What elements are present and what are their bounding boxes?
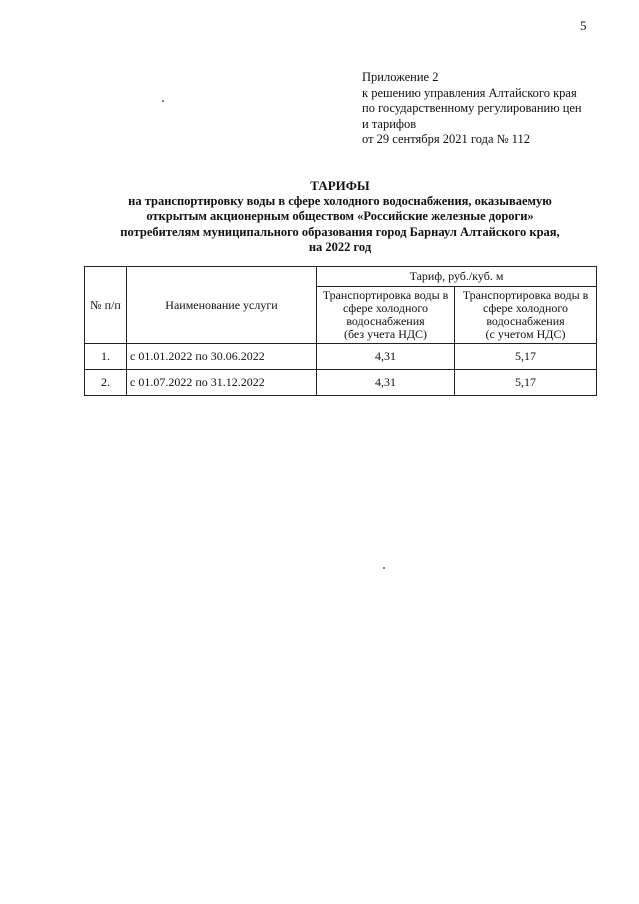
row-tariff-without-vat: 4,31 (317, 344, 455, 370)
header-service-name: Наименование услуги (127, 267, 317, 344)
tariff-table (84, 266, 597, 396)
header-tariff: Тариф, руб./куб. м (317, 267, 597, 287)
title-line: на 2022 год (308, 240, 372, 254)
header-line: водоснабжения (346, 314, 425, 328)
row-number: 2. (85, 370, 127, 396)
title-line: на транспортировку воды в сфере холодного водоснабжения, оказываемую (128, 193, 552, 208)
table-row (85, 344, 597, 370)
scan-speck (162, 100, 164, 102)
row-service: с 01.01.2022 по 30.06.2022 (127, 344, 317, 370)
title-line: открытым акционерным обществом «Российские железные дороги» (146, 209, 534, 223)
header-line: (с учетом НДС) (485, 327, 566, 341)
header-line: сфере холодного (482, 301, 569, 315)
row-tariff-without-vat: 4,31 (317, 370, 455, 396)
scan-speck (383, 567, 385, 569)
appendix-line: и тарифов (362, 116, 417, 131)
appendix-line: от 29 сентября 2021 года № 112 (362, 132, 530, 146)
header-line: Транспортировка воды в (462, 288, 589, 302)
header-line: водоснабжения (486, 314, 565, 328)
header-line: (без учета НДС) (343, 327, 428, 341)
row-number: 1. (85, 344, 127, 370)
header-without-vat (317, 287, 455, 344)
row-tariff-with-vat: 5,17 (455, 344, 597, 370)
header-number: № п/п (85, 267, 127, 344)
row-service: с 01.07.2022 по 31.12.2022 (127, 370, 317, 396)
title-line: потребителям муниципального образования город Барнаул Алтайского края, (120, 224, 560, 239)
appendix-line: Приложение 2 (362, 70, 439, 84)
header-with-vat (455, 287, 597, 344)
page-number: 5 (580, 18, 587, 33)
row-tariff-with-vat: 5,17 (455, 370, 597, 396)
appendix-note (362, 70, 582, 148)
header-line: сфере холодного (342, 301, 429, 315)
appendix-line: к решению управления Алтайского края (362, 85, 577, 100)
appendix-line: по государственному регулированию цен (362, 101, 582, 115)
title-heading: ТАРИФЫ (310, 178, 370, 193)
table-row (85, 370, 597, 396)
header-line: Транспортировка воды в (322, 288, 449, 302)
document-title (84, 178, 596, 256)
